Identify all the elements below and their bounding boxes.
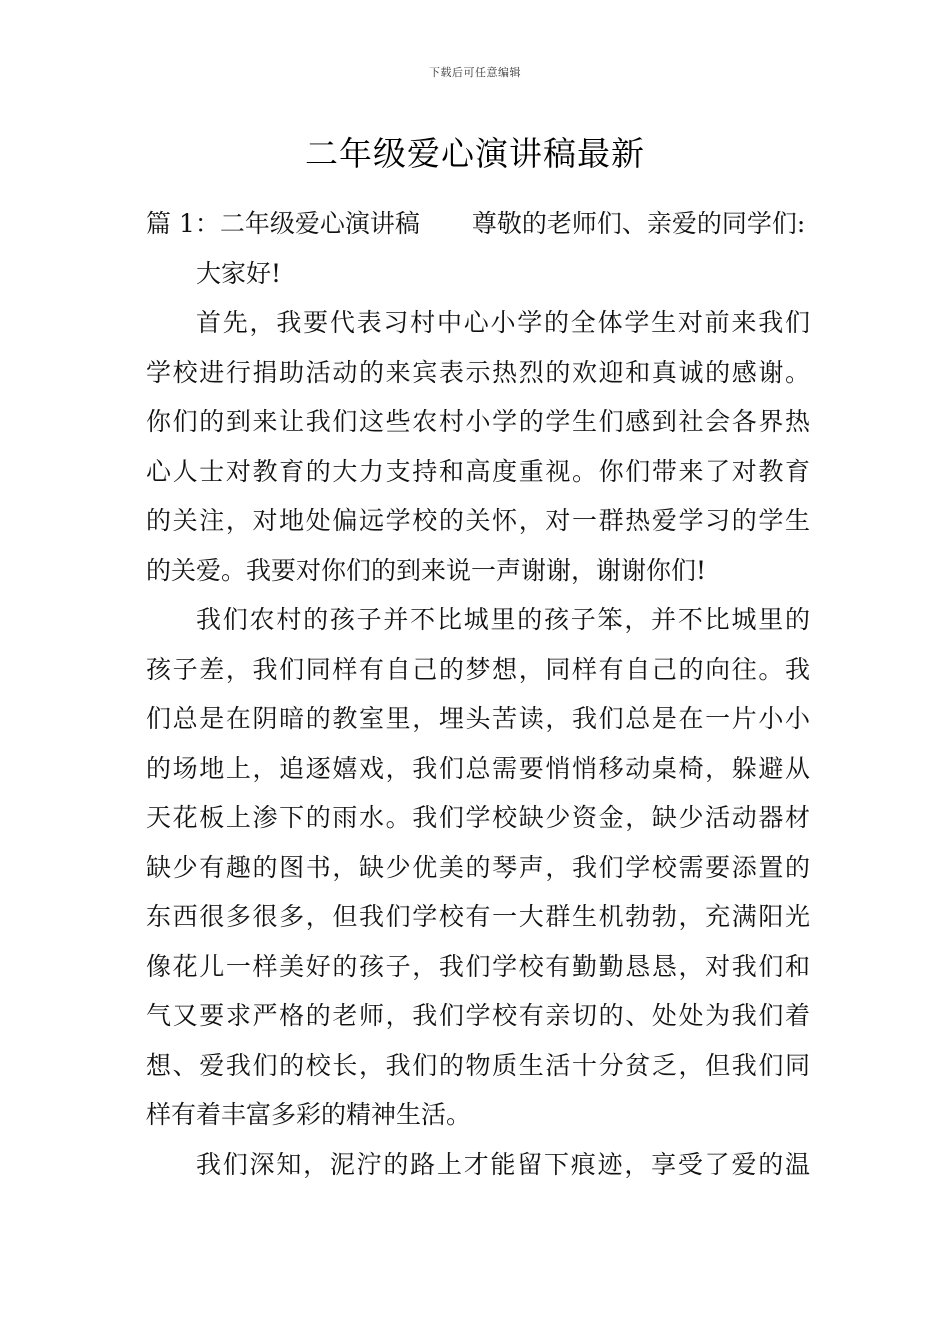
text-line: 缺少有趣的图书，缺少优美的琴声，我们学校需要添置的 bbox=[146, 852, 810, 882]
text-line: 气又要求严格的老师，我们学校有亲切的、处处为我们着 bbox=[146, 1001, 810, 1030]
text-line: 样有着丰富多彩的精神生活。 bbox=[146, 1100, 472, 1129]
text-line bbox=[146, 199, 810, 249]
text-line: 学校进行捐助活动的来宾表示热烈的欢迎和真诚的感谢。 bbox=[146, 357, 810, 387]
text-line: 孩子差，我们同样有自己的梦想，同样有自己的向往。我 bbox=[146, 654, 810, 684]
text-line: 的关注，对地处偏远学校的关怀，对一群热爱学习的学生 bbox=[146, 506, 810, 535]
text-line: 我们深知，泥泞的路上才能留下痕迹，享受了爱的温 bbox=[196, 1149, 810, 1179]
text-line: 东西很多很多，但我们学校有一大群生机勃勃，充满阳光 bbox=[146, 902, 810, 931]
text-line: 的场地上，追逐嬉戏，我们总需要悄悄移动桌椅，躲避从 bbox=[146, 753, 810, 783]
text-line: 我们农村的孩子并不比城里的孩子笨，并不比城里的 bbox=[196, 605, 810, 634]
text-line: 你们的到来让我们这些农村小学的学生们感到社会各界热 bbox=[146, 407, 810, 436]
text-line: 心人士对教育的大力支持和高度重视。你们带来了对教育 bbox=[146, 456, 810, 486]
text-line: 天花板上渗下的雨水。我们学校缺少资金，缺少活动器材 bbox=[146, 803, 810, 832]
text-line: 首先，我要代表习村中心小学的全体学生对前来我们 bbox=[196, 308, 810, 337]
salutation: 尊敬的老师们、亲爱的同学们: bbox=[471, 209, 806, 238]
text-line: 像花儿一样美好的孩子，我们学校有勤勤恳恳，对我们和 bbox=[146, 951, 810, 981]
section-heading: 篇 1：二年级爱心演讲稿 bbox=[146, 209, 420, 238]
text-line: 大家好! bbox=[196, 258, 282, 288]
document-title: 二年级爱心演讲稿最新 bbox=[305, 134, 645, 173]
text-line: 想、爱我们的校长，我们的物质生活十分贫乏，但我们同 bbox=[146, 1050, 810, 1080]
header-note: 下载后可任意编辑 bbox=[429, 66, 521, 79]
text-line: 们总是在阴暗的教室里，埋头苦读，我们总是在一片小小 bbox=[146, 704, 810, 733]
text-line: 的关爱。我要对你们的到来说一声谢谢，谢谢你们! bbox=[146, 555, 707, 585]
document-body bbox=[146, 199, 810, 1189]
